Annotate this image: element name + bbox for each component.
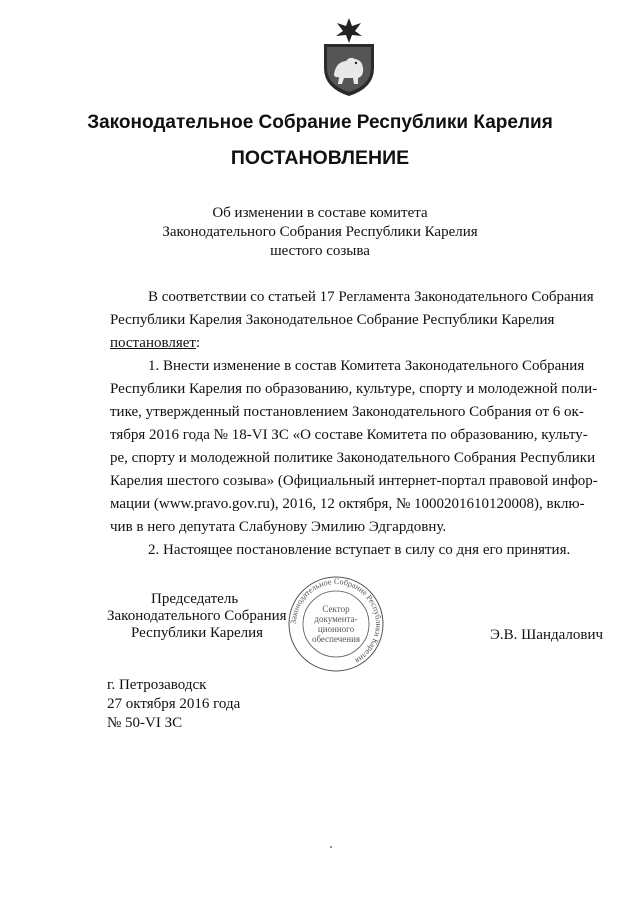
organization-title: Законодательное Собрание Республики Карелия xyxy=(87,112,553,133)
subject-line-2: Законодательного Собрания Республики Карелия xyxy=(162,224,478,240)
item-1-line-2: Республики Карелия по образованию, культуре, спорту и молодежной поли- xyxy=(110,381,598,397)
signature-title-line-2: Законодательного Собрания xyxy=(107,608,287,624)
document-number: № 50-VI ЗС xyxy=(107,715,183,731)
subject-line-1: Об изменении в составе комитета xyxy=(212,205,428,221)
item-1-line-1: 1. Внести изменение в состав Комитета Законодательного Собрания xyxy=(148,358,585,374)
city: г. Петрозаводск xyxy=(107,677,207,693)
document-subject xyxy=(0,204,640,261)
item-1-line-3: тике, утвержденный постановлением Законодательного Собрания от 6 ок- xyxy=(110,404,584,420)
preamble-line-3 xyxy=(110,332,552,355)
preamble-paragraph xyxy=(110,286,594,355)
stamp-line-1: Сектор xyxy=(322,604,350,614)
preamble-line-2: Республики Карелия Законодательное Собрание Республики Карелия xyxy=(110,312,555,328)
signature-title-line-3: Республики Карелия xyxy=(131,625,264,641)
stamp-outer-text: Законодательное Собрание Республики Карелия xyxy=(288,576,384,666)
resolves-keyword: постановляет xyxy=(110,335,196,351)
subject-line-3: шестого созыва xyxy=(270,243,370,259)
stamp-line-3: ционного xyxy=(317,624,355,634)
item-1-line-6: Карелия шестого созыва» (Официальный интернет-портал правовой инфор- xyxy=(110,473,598,489)
signatory-name: Э.В. Шандалович xyxy=(490,627,604,643)
item-1-line-8: чив в него депутата Слабунову Эмилию Эдгардовну. xyxy=(110,519,447,535)
item-1-line-5: ре, спорту и молодежной политике Законодательного Собрания Республики xyxy=(110,450,596,466)
preamble-line-1: В соответствии со статьей 17 Регламента Законодательного Собрания xyxy=(148,289,594,305)
stamp-line-4: обеспечения xyxy=(311,634,361,644)
document-place-date-number xyxy=(107,676,240,733)
item-1-line-4: тября 2016 года № 18-VI ЗС «О составе Комитета по образованию, культу- xyxy=(110,427,588,443)
stamp-line-2: документа- xyxy=(314,614,358,624)
document-type-title: ПОСТАНОВЛЕНИЕ xyxy=(230,147,410,169)
resolves-colon: : xyxy=(195,335,201,351)
item-2-line-1: 2. Настоящее постановление вступает в силу со дня его принятия. xyxy=(148,542,571,558)
official-stamp-icon xyxy=(286,574,386,674)
date: 27 октября 2016 года xyxy=(107,696,241,712)
coat-of-arms-icon xyxy=(318,16,380,98)
item-1-line-7: мации (www.pravo.gov.ru), 2016, 12 октября, № 1000201610120008), вклю- xyxy=(110,496,585,512)
scan-dot xyxy=(330,846,332,848)
item-1-paragraph xyxy=(110,355,598,539)
signature-title-line-1: Председатель xyxy=(151,591,239,607)
item-2-paragraph xyxy=(110,539,571,562)
